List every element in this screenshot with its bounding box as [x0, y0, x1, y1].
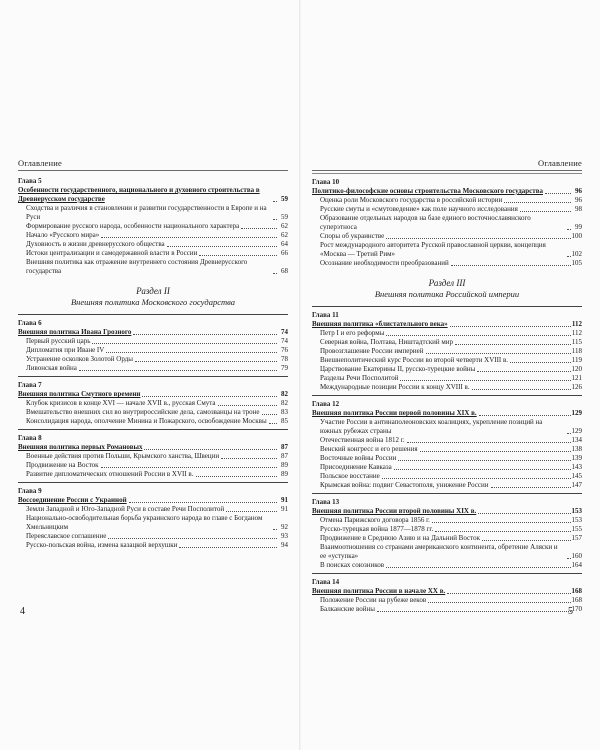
toc-right [312, 178, 582, 614]
toc-item[interactable]: Отмена Парижского договора 1856 г. 153 [320, 516, 582, 524]
right-page [312, 158, 582, 614]
toc-item[interactable]: Петр I и его реформы 112 [320, 329, 582, 337]
toc-item[interactable]: Вмешательство внешних сил во внутрироссийские дела, самозванцы на троне 83 [26, 408, 288, 416]
toc-item[interactable]: Земли Западной и Юго-Западной Руси в составе Речи Посполитой 91 [26, 505, 288, 513]
chapter-title-row[interactable]: Внешняя политика Ивана Грозного 74 [18, 328, 288, 336]
toc-item[interactable]: Восточные войны России 139 [320, 454, 582, 462]
chapter-title-row[interactable]: Политико-философские основы строительства Московского государства 96 [312, 187, 582, 195]
chapter-label: Глава 8 [18, 434, 42, 442]
section-number: Раздел II [136, 286, 170, 296]
toc-item[interactable]: Споры об украинстве 100 [320, 232, 582, 240]
toc-item[interactable]: Отечественная война 1812 г. 134 [320, 436, 582, 444]
page-header: Оглавление [18, 158, 288, 171]
left-page [18, 158, 288, 550]
chapter-title-row[interactable]: Внешняя политика России первой половины XIX в. 129 [312, 409, 582, 417]
divider [18, 429, 288, 430]
chapter-title-row[interactable]: Воссоединение России с Украиной 91 [18, 496, 288, 504]
toc-item[interactable]: Образование отдельных народов на базе единого восточнославянского суперэтноса 99 [320, 214, 582, 231]
toc-item[interactable]: Польское восстание 145 [320, 472, 582, 480]
toc-item[interactable]: Русские смуты и «смутоведение» как поле научного исследования 98 [320, 205, 582, 213]
section-number: Раздел III [428, 278, 466, 288]
toc-item[interactable]: Царствование Екатерины II, русско-турецкие войны 120 [320, 365, 582, 373]
page-ref: 59 [281, 195, 288, 203]
chapter-label: Глава 5 [18, 177, 42, 185]
chapter-label: Глава 13 [312, 498, 340, 506]
chapter-label: Глава 12 [312, 400, 340, 408]
chapter-13 [312, 498, 582, 570]
toc-item[interactable]: Осознание необходимости преобразований 105 [320, 259, 582, 267]
toc-item[interactable]: Балканские войны 170 [320, 605, 582, 613]
toc-item[interactable]: Консолидация народа, ополчение Минина и Пожарского, освобождение Москвы 85 [26, 417, 288, 425]
chapter-11 [312, 311, 582, 392]
toc-item[interactable]: Разделы Речи Посполитой 121 [320, 374, 582, 382]
toc-item[interactable]: Русско-польская война, измена казацкой верхушки 94 [26, 541, 288, 549]
toc-item[interactable]: Дипломатия при Иване IV 76 [26, 346, 288, 354]
chapter-title: Внешняя политика России второй половины XIX в. [312, 507, 477, 515]
divider [18, 376, 288, 377]
toc-item[interactable]: Взаимоотношения со странами американского континента, обретение Аляски и ее «уступка» 160 [320, 543, 582, 560]
page-number-left: 4 [20, 606, 25, 617]
toc-item[interactable]: Истоки централизации и самодержавной власти в России 66 [26, 249, 288, 257]
chapter-12 [312, 400, 582, 490]
chapter-label: Глава 9 [18, 487, 42, 495]
chapter-label: Глава 6 [18, 319, 42, 327]
divider [18, 482, 288, 483]
chapter-title: Политико-философские основы строительства Московского государства [312, 187, 544, 195]
book-gutter [299, 0, 301, 750]
toc-item[interactable]: Рост международного авторитета Русской православной церкви, концепция «Москва — Третий Рим» 102 [320, 241, 582, 258]
page-number-right: 5 [568, 606, 573, 617]
chapter-title: Внешняя политика «блистательного века» [312, 320, 448, 328]
header-rule [312, 173, 582, 174]
toc-left [18, 177, 288, 550]
chapter-title-row[interactable]: Внешняя политика России второй половины XIX в. 153 [312, 507, 582, 515]
chapter-9 [18, 487, 288, 550]
chapter-title: Особенности государственного, национального и духовного строительства в Древнерусском государстве [18, 186, 260, 203]
chapter-title-row[interactable]: Внешняя политика первых Романовых 87 [18, 443, 288, 451]
toc-item[interactable]: Формирование русского народа, особенности национального характера 62 [26, 222, 288, 230]
chapter-title-row[interactable]: Внешняя политика России в начале XX в. 168 [312, 587, 582, 595]
chapter-title: Внешняя политика России в начале XX в. [312, 587, 446, 595]
toc-item[interactable]: Военные действия против Польши, Крымского ханства, Швеции 87 [26, 452, 288, 460]
toc-item[interactable]: В поисках союзников 164 [320, 561, 582, 569]
page-header: Оглавление [312, 158, 582, 171]
toc-item[interactable]: Развитие дипломатических отношений России в XVII в. 89 [26, 470, 288, 478]
divider [312, 395, 582, 396]
chapter-10 [312, 178, 582, 268]
divider [312, 573, 582, 574]
chapter-title-row[interactable] [18, 186, 288, 204]
toc-item[interactable]: Продвижение в Среднюю Азию и на Дальний Восток 157 [320, 534, 582, 542]
toc-item[interactable]: Оценка роли Московского государства в российской истории 96 [320, 196, 582, 204]
toc-item[interactable]: Духовность в жизни древнерусского общества 64 [26, 240, 288, 248]
chapter-title-row[interactable]: Внешняя политика «блистательного века» 112 [312, 320, 582, 328]
divider [312, 493, 582, 494]
divider [18, 314, 288, 315]
chapter-title: Внешняя политика первых Романовых [18, 443, 143, 451]
chapter-title: Воссоединение России с Украиной [18, 496, 127, 504]
toc-item[interactable]: Северная война, Полтава, Ништадтский мир 115 [320, 338, 582, 346]
chapter-title: Внешняя политика России первой половины XIX в. [312, 409, 477, 417]
chapter-8 [18, 434, 288, 479]
toc-item[interactable]: Национально-освободительная борьба украинского народа во главе с Богданом Хмельницким 92 [26, 514, 288, 531]
toc-item[interactable]: Переяславское соглашение 93 [26, 532, 288, 540]
chapter-6 [18, 319, 288, 373]
chapter-label: Глава 14 [312, 578, 340, 586]
section-title: Внешняя политика Московского государства [70, 297, 236, 307]
toc-item[interactable]: Внешняя политика как отражение внутреннего состояния Древнерусского государства 68 [26, 258, 288, 275]
toc-item[interactable]: Внешнеполитический курс России во второй четверти XVIII в. 119 [320, 356, 582, 364]
chapter-title-row[interactable]: Внешняя политика Смутного времени 82 [18, 390, 288, 398]
toc-item[interactable]: Продвижение на Восток 89 [26, 461, 288, 469]
toc-item[interactable]: Международные позиции России к концу XVIII в. 126 [320, 383, 582, 391]
toc-item[interactable]: Первый русский царь 74 [26, 337, 288, 345]
toc-item[interactable]: Клубок кризисов в конце XVI — начале XVII в., русская Смута 82 [26, 399, 288, 407]
toc-item[interactable]: Крымская война: подвиг Севастополя, унижение России 147 [320, 481, 582, 489]
section-title: Внешняя политика Российской империи [374, 289, 520, 299]
divider [312, 306, 582, 307]
toc-item[interactable]: Провозглашение России империей 118 [320, 347, 582, 355]
chapter-7 [18, 381, 288, 426]
chapter-title: Внешняя политика Смутного времени [18, 390, 141, 398]
chapter-title: Внешняя политика Ивана Грозного [18, 328, 132, 336]
toc-item[interactable]: Участие России в антинаполеоновских коалициях, укрепление позиций на южных рубежах страны 129 [320, 418, 582, 435]
toc-item[interactable]: Устранение осколков Золотой Орды 78 [26, 355, 288, 363]
toc-item[interactable]: Положение России на рубеже веков 168 [320, 596, 582, 604]
chapter-14 [312, 578, 582, 614]
toc-item[interactable]: Венский конгресс и его решения 138 [320, 445, 582, 453]
toc-item[interactable]: Начало «Русского мира» 62 [26, 231, 288, 239]
chapter-label: Глава 7 [18, 381, 42, 389]
chapter-label: Глава 11 [312, 311, 339, 319]
toc-item[interactable]: Русско-турецкая война 1877—1878 гг. 155 [320, 525, 582, 533]
toc-item[interactable]: Ливонская война 79 [26, 364, 288, 372]
chapter-5 [18, 177, 288, 276]
toc-item[interactable]: Сходства и различия в становлении и развитии государственности в Европе и на Руси 59 [26, 204, 288, 221]
section-heading [18, 286, 288, 308]
chapter-label: Глава 10 [312, 178, 340, 186]
section-heading [312, 278, 582, 300]
toc-item[interactable]: Присоединение Кавказа 143 [320, 463, 582, 471]
